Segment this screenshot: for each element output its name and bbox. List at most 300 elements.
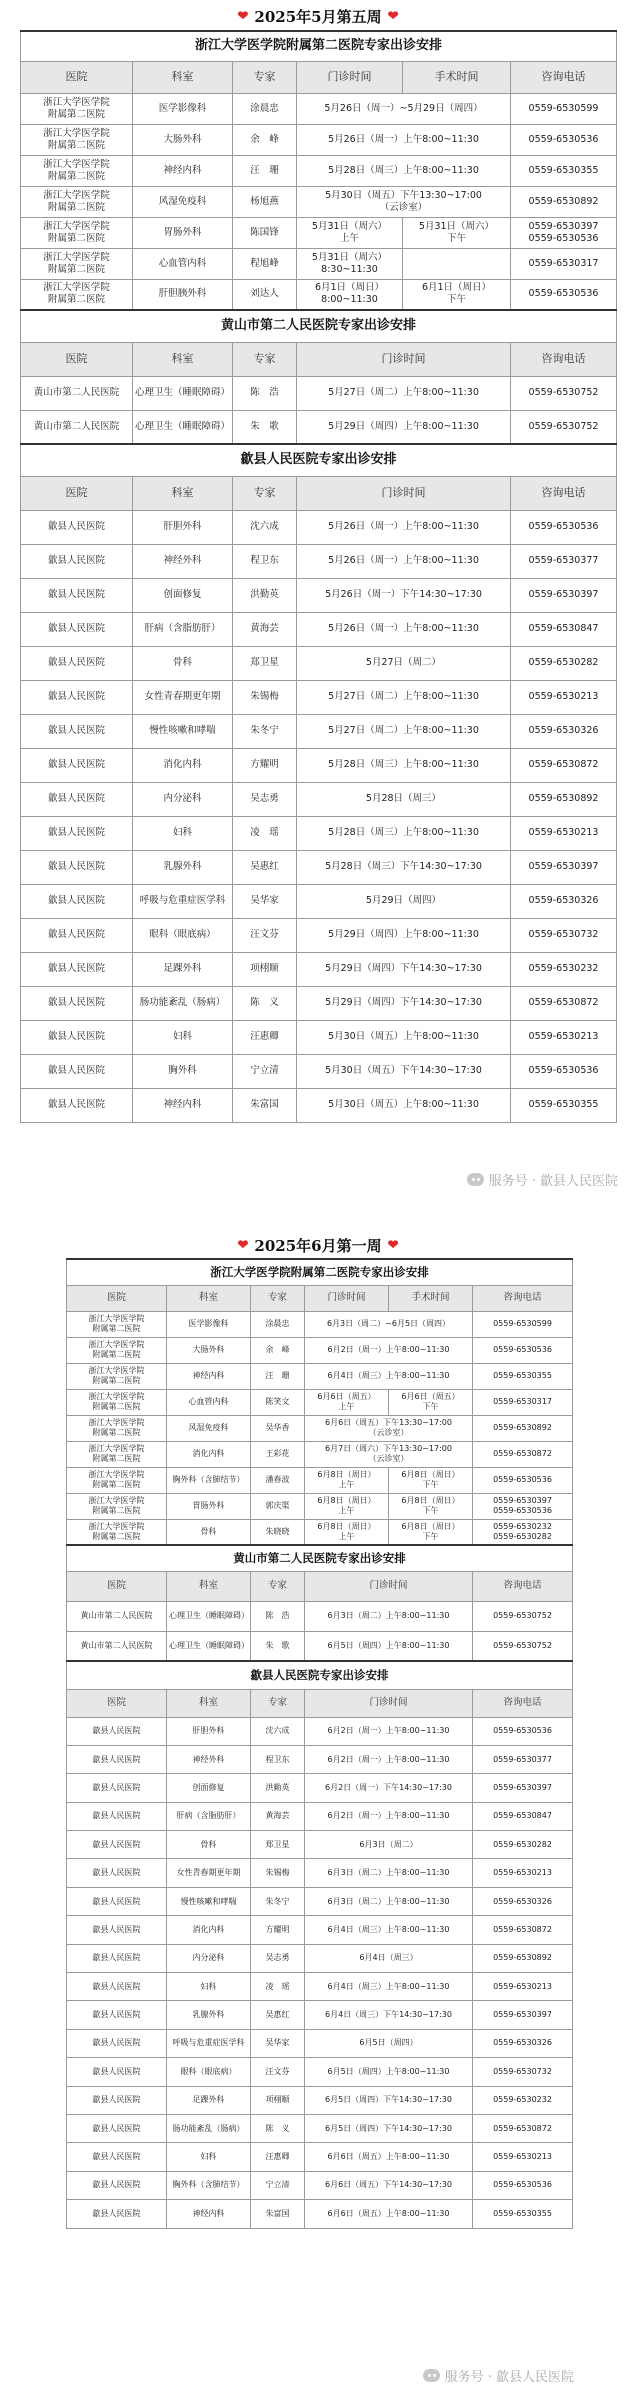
phone-cell: 0559-6530326 (511, 884, 617, 918)
phone-cell: 0559-6530232 (473, 2086, 573, 2114)
expert-cell: 朱冬宁 (233, 714, 297, 748)
department-cell: 神经内科 (167, 1363, 251, 1389)
section-title-row (67, 1545, 573, 1571)
phone-cell: 0559-6530326 (511, 714, 617, 748)
column-header: 科室 (133, 61, 233, 93)
hospital-cell: 歙县人民医院 (21, 1088, 133, 1122)
phone-cell: 0559-6530213 (473, 1859, 573, 1887)
table-row (67, 1802, 573, 1830)
table-row (21, 155, 617, 186)
phone-cell: 0559-6530282 (511, 646, 617, 680)
clinic-time-cell: 6月8日（周日） 上午 (305, 1519, 389, 1545)
expert-cell: 陈 浩 (233, 376, 297, 410)
expert-cell: 汪惠卿 (251, 2143, 305, 2171)
clinic-time-cell: 6月8日（周日） 上午 (305, 1467, 389, 1493)
expert-cell: 杨旭燕 (233, 186, 297, 217)
department-cell: 妇科 (167, 1973, 251, 2001)
column-header: 科室 (133, 476, 233, 510)
hospital-cell: 浙江大学医学院 附属第二医院 (67, 1337, 167, 1363)
surgery-time-cell: 6月1日（周日） 下午 (403, 279, 511, 310)
week2-block (0, 1228, 636, 2388)
expert-cell: 朱冬宁 (251, 1887, 305, 1915)
heart-icon: ❤ (237, 8, 249, 24)
expert-cell: 陈笑文 (251, 1389, 305, 1415)
phone-cell: 0559-6530536 (511, 279, 617, 310)
expert-cell: 方耀明 (233, 748, 297, 782)
expert-cell: 吴志勇 (233, 782, 297, 816)
clinic-time-cell: 5月31日（周六） 8:30~11:30 (297, 248, 403, 279)
clinic-time-cell: 5月28日（周三）下午14:30~17:30 (297, 850, 511, 884)
department-cell: 胃肠外科 (133, 217, 233, 248)
table-row (21, 510, 617, 544)
week2-title-text: 2025年6月第一周 (254, 1236, 382, 1255)
clinic-time-cell: 6月5日（周四）上午8:00~11:30 (305, 1631, 473, 1661)
expert-cell: 吴惠红 (251, 2001, 305, 2029)
column-header: 专家 (233, 342, 297, 376)
surgery-time-cell: 6月8日（周日） 下午 (389, 1467, 473, 1493)
hospital-cell: 歙县人民医院 (21, 816, 133, 850)
phone-cell: 0559-6530732 (473, 2058, 573, 2086)
department-cell: 胸外科（含肺结节） (167, 1467, 251, 1493)
column-header: 专家 (251, 1571, 305, 1601)
section-title: 黄山市第二人民医院专家出诊安排 (67, 1545, 573, 1571)
department-cell: 心理卫生（睡眠障碍） (167, 1601, 251, 1631)
hospital-cell: 歙县人民医院 (21, 918, 133, 952)
hospital-cell: 歙县人民医院 (67, 2171, 167, 2199)
section-title: 歙县人民医院专家出诊安排 (67, 1661, 573, 1689)
expert-cell: 余 峰 (233, 124, 297, 155)
department-cell: 眼科（眼底病） (133, 918, 233, 952)
table-row (21, 680, 617, 714)
hospital-cell: 浙江大学医学院 附属第二医院 (21, 93, 133, 124)
hospital-cell: 歙县人民医院 (67, 2001, 167, 2029)
phone-cell: 0559-6530326 (473, 1887, 573, 1915)
column-header: 手术时间 (389, 1285, 473, 1311)
clinic-time-cell: 5月29日（周四） (297, 884, 511, 918)
clinic-time-cell: 6月2日（周一）下午14:30~17:30 (305, 1774, 473, 1802)
clinic-time-cell: 5月29日（周四）上午8:00~11:30 (297, 918, 511, 952)
table-row (21, 248, 617, 279)
section-title: 浙江大学医学院附属第二医院专家出诊安排 (67, 1259, 573, 1285)
heart-icon: ❤ (237, 1237, 249, 1253)
table-row (21, 93, 617, 124)
department-cell: 神经外科 (167, 1745, 251, 1773)
clinic-time-cell: 6月2日（周一）上午8:00~11:30 (305, 1745, 473, 1773)
surgery-time-cell: 6月8日（周日） 下午 (389, 1493, 473, 1519)
table-row (21, 376, 617, 410)
expert-cell: 黄海芸 (251, 1802, 305, 1830)
phone-cell: 0559-6530536 (473, 1337, 573, 1363)
phone-cell: 0559-6530752 (473, 1601, 573, 1631)
department-cell: 妇科 (133, 1020, 233, 1054)
week1-watermark-text: 服务号 · 歙县人民医院 (488, 1174, 618, 1189)
hospital-cell: 歙县人民医院 (21, 884, 133, 918)
column-header: 门诊时间 (305, 1689, 473, 1717)
hospital-cell: 歙县人民医院 (67, 1717, 167, 1745)
hospital-cell: 歙县人民医院 (21, 782, 133, 816)
expert-cell: 朱锡梅 (233, 680, 297, 714)
column-header: 专家 (251, 1285, 305, 1311)
department-cell: 医学影像科 (133, 93, 233, 124)
expert-cell: 吴华家 (233, 884, 297, 918)
hospital-cell: 黄山市第二人民医院 (21, 410, 133, 444)
department-cell: 呼吸与危重症医学科 (167, 2029, 251, 2057)
clinic-time-cell: 5月28日（周三）上午8:00~11:30 (297, 155, 511, 186)
department-cell: 消化内科 (167, 1916, 251, 1944)
phone-cell: 0559-6530355 (473, 2200, 573, 2228)
clinic-time-cell: 6月7日（周六）下午13:30~17:00 （云诊室） (305, 1441, 473, 1467)
section-title-row (21, 310, 617, 342)
hospital-cell: 歙县人民医院 (21, 578, 133, 612)
hospital-cell: 歙县人民医院 (67, 1774, 167, 1802)
week1-title-text: 2025年5月第五周 (254, 7, 382, 26)
column-header: 科室 (167, 1285, 251, 1311)
expert-cell: 郑卫星 (233, 646, 297, 680)
hospital-cell: 歙县人民医院 (21, 748, 133, 782)
table-row (21, 544, 617, 578)
header-row (67, 1571, 573, 1601)
phone-cell: 0559-6530872 (511, 748, 617, 782)
department-cell: 慢性咳嗽和哮喘 (133, 714, 233, 748)
section-title: 浙江大学医学院附属第二医院专家出诊安排 (21, 31, 617, 61)
hospital-cell: 歙县人民医院 (67, 2029, 167, 2057)
department-cell: 消化内科 (167, 1441, 251, 1467)
clinic-time-cell: 5月26日（周一）上午8:00~11:30 (297, 544, 511, 578)
expert-cell: 沈六成 (251, 1717, 305, 1745)
column-header: 门诊时间 (305, 1571, 473, 1601)
phone-cell: 0559-6530872 (473, 2114, 573, 2142)
table-row (21, 217, 617, 248)
week1-title (0, 4, 636, 28)
table-row (21, 646, 617, 680)
column-header: 咨询电话 (511, 476, 617, 510)
phone-cell: 0559-6530872 (473, 1916, 573, 1944)
phone-cell: 0559-6530892 (511, 782, 617, 816)
hospital-cell: 歙县人民医院 (67, 2143, 167, 2171)
phone-cell: 0559-6530282 (473, 1831, 573, 1859)
department-cell: 慢性咳嗽和哮喘 (167, 1887, 251, 1915)
phone-cell: 0559-6530752 (511, 376, 617, 410)
department-cell: 神经外科 (133, 544, 233, 578)
expert-cell: 凌 瑶 (251, 1973, 305, 2001)
hospital-cell: 歙县人民医院 (21, 612, 133, 646)
table-row (21, 578, 617, 612)
phone-cell: 0559-6530536 (473, 1717, 573, 1745)
hospital-cell: 歙县人民医院 (67, 1887, 167, 1915)
department-cell: 神经内科 (133, 155, 233, 186)
table-row (21, 952, 617, 986)
table-row (67, 2143, 573, 2171)
expert-cell: 项栩顺 (233, 952, 297, 986)
phone-cell: 0559-6530892 (473, 1944, 573, 1972)
expert-cell: 涂晨忠 (233, 93, 297, 124)
department-cell: 肝病（含脂肪肝） (133, 612, 233, 646)
clinic-time-cell: 6月4日（周三）下午14:30~17:30 (305, 2001, 473, 2029)
expert-cell: 朱富国 (251, 2200, 305, 2228)
clinic-time-cell: 6月2日（周一）上午8:00~11:30 (305, 1802, 473, 1830)
heart-icon: ❤ (387, 8, 399, 24)
clinic-time-cell: 5月27日（周二）上午8:00~11:30 (297, 376, 511, 410)
clinic-time-cell: 6月5日（周四）下午14:30~17:30 (305, 2114, 473, 2142)
table-row (67, 1337, 573, 1363)
expert-cell: 涂晨忠 (251, 1311, 305, 1337)
surgery-time-cell: 6月8日（周日） 下午 (389, 1519, 473, 1545)
clinic-time-cell: 6月8日（周日） 上午 (305, 1493, 389, 1519)
clinic-time-cell: 5月29日（周四）下午14:30~17:30 (297, 986, 511, 1020)
table-row (67, 1973, 573, 2001)
expert-cell: 陈 义 (233, 986, 297, 1020)
phone-cell: 0559-6530397 (473, 2001, 573, 2029)
expert-cell: 洪勤英 (233, 578, 297, 612)
week1-schedule (20, 30, 616, 1123)
clinic-time-cell: 5月30日（周五）下午13:30~17:00 （云诊室） (297, 186, 511, 217)
phone-cell: 0559-6530213 (511, 1020, 617, 1054)
phone-cell: 0559-6530232 0559-6530282 (473, 1519, 573, 1545)
hospital-cell: 歙县人民医院 (21, 714, 133, 748)
clinic-time-cell: 5月28日（周三）上午8:00~11:30 (297, 816, 511, 850)
department-cell: 眼科（眼底病） (167, 2058, 251, 2086)
expert-cell: 朱 歌 (251, 1631, 305, 1661)
column-header: 医院 (67, 1285, 167, 1311)
hospital-cell: 歙县人民医院 (67, 2200, 167, 2228)
clinic-time-cell: 5月26日（周一）上午8:00~11:30 (297, 612, 511, 646)
table-row (67, 2001, 573, 2029)
department-cell: 神经内科 (133, 1088, 233, 1122)
department-cell: 心血管内科 (133, 248, 233, 279)
clinic-time-cell: 6月3日（周二）上午8:00~11:30 (305, 1887, 473, 1915)
expert-cell: 汪文芬 (251, 2058, 305, 2086)
week2-watermark (423, 2366, 574, 2385)
table-row (21, 748, 617, 782)
heart-icon: ❤ (387, 1237, 399, 1253)
table-row (67, 1916, 573, 1944)
department-cell: 肠功能紊乱（肠病） (167, 2114, 251, 2142)
phone-cell: 0559-6530397 0559-6530536 (511, 217, 617, 248)
column-header: 专家 (251, 1689, 305, 1717)
phone-cell: 0559-6530317 (511, 248, 617, 279)
column-header: 门诊时间 (297, 342, 511, 376)
hospital-cell: 浙江大学医学院 附属第二医院 (67, 1389, 167, 1415)
column-header: 科室 (167, 1689, 251, 1717)
hospital-cell: 浙江大学医学院 附属第二医院 (67, 1519, 167, 1545)
clinic-time-cell: 5月27日（周二）上午8:00~11:30 (297, 680, 511, 714)
phone-cell: 0559-6530397 (511, 578, 617, 612)
clinic-time-cell: 6月6日（周五）上午8:00~11:30 (305, 2143, 473, 2171)
table-row (21, 1054, 617, 1088)
expert-cell: 汪惠卿 (233, 1020, 297, 1054)
department-cell: 乳腺外科 (133, 850, 233, 884)
clinic-time-cell: 5月30日（周五）下午14:30~17:30 (297, 1054, 511, 1088)
clinic-time-cell: 6月3日（周二）~6月5日（周四） (305, 1311, 473, 1337)
week1-watermark (467, 1170, 618, 1189)
table-row (21, 918, 617, 952)
department-cell: 妇科 (167, 2143, 251, 2171)
phone-cell: 0559-6530232 (511, 952, 617, 986)
phone-cell: 0559-6530377 (473, 1745, 573, 1773)
column-header: 专家 (233, 476, 297, 510)
phone-cell: 0559-6530317 (473, 1389, 573, 1415)
department-cell: 骨科 (167, 1831, 251, 1859)
department-cell: 医学影像科 (167, 1311, 251, 1337)
department-cell: 肝胆胰外科 (133, 279, 233, 310)
table-row (67, 1745, 573, 1773)
table-row (21, 1088, 617, 1122)
clinic-time-cell: 5月26日（周一）上午8:00~11:30 (297, 510, 511, 544)
column-header: 门诊时间 (297, 476, 511, 510)
table-row (67, 2171, 573, 2199)
phone-cell: 0559-6530892 (473, 1415, 573, 1441)
department-cell: 心血管内科 (167, 1389, 251, 1415)
phone-cell: 0559-6530847 (473, 1802, 573, 1830)
clinic-time-cell: 5月31日（周六） 上午 (297, 217, 403, 248)
week2-title (0, 1234, 636, 1256)
clinic-time-cell: 6月6日（周五）下午14:30~17:30 (305, 2171, 473, 2199)
wechat-icon (423, 2369, 440, 2382)
table-row (67, 1774, 573, 1802)
clinic-time-cell: 6月3日（周二）上午8:00~11:30 (305, 1859, 473, 1887)
column-header: 科室 (167, 1571, 251, 1601)
expert-cell: 汪 珊 (233, 155, 297, 186)
week2-table (66, 1258, 573, 2229)
expert-cell: 黄海芸 (233, 612, 297, 646)
hospital-cell: 浙江大学医学院 附属第二医院 (67, 1311, 167, 1337)
table-row (67, 1831, 573, 1859)
department-cell: 大肠外科 (133, 124, 233, 155)
clinic-time-cell: 5月26日（周一）上午8:00~11:30 (297, 124, 511, 155)
hospital-cell: 歙县人民医院 (21, 1054, 133, 1088)
clinic-time-cell: 6月6日（周五）上午8:00~11:30 (305, 2200, 473, 2228)
table-row (67, 1467, 573, 1493)
hospital-cell: 黄山市第二人民医院 (67, 1631, 167, 1661)
table-row (21, 714, 617, 748)
table-row (67, 1493, 573, 1519)
header-row (67, 1285, 573, 1311)
hospital-cell: 浙江大学医学院 附属第二医院 (21, 124, 133, 155)
header-row (21, 342, 617, 376)
column-header: 咨询电话 (511, 342, 617, 376)
hospital-cell: 歙县人民医院 (67, 2058, 167, 2086)
phone-cell: 0559-6530326 (473, 2029, 573, 2057)
surgery-time-cell: 5月31日（周六） 下午 (403, 217, 511, 248)
table-row (21, 279, 617, 310)
column-header: 咨询电话 (473, 1285, 573, 1311)
table-row (21, 612, 617, 646)
clinic-time-cell: 5月29日（周四）下午14:30~17:30 (297, 952, 511, 986)
expert-cell: 程旭峰 (233, 248, 297, 279)
clinic-time-cell: 6月4日（周三）上午8:00~11:30 (305, 1363, 473, 1389)
hospital-cell: 浙江大学医学院 附属第二医院 (21, 186, 133, 217)
phone-cell: 0559-6530213 (473, 2143, 573, 2171)
phone-cell: 0559-6530872 (473, 1441, 573, 1467)
department-cell: 足踝外科 (133, 952, 233, 986)
department-cell: 肝胆外科 (167, 1717, 251, 1745)
clinic-time-cell: 5月27日（周二）上午8:00~11:30 (297, 714, 511, 748)
table-row (67, 2058, 573, 2086)
clinic-time-cell: 6月5日（周四）下午14:30~17:30 (305, 2086, 473, 2114)
hospital-cell: 歙县人民医院 (67, 1745, 167, 1773)
department-cell: 妇科 (133, 816, 233, 850)
clinic-time-cell: 6月3日（周二） (305, 1831, 473, 1859)
phone-cell: 0559-6530536 (511, 510, 617, 544)
column-header: 咨询电话 (473, 1571, 573, 1601)
phone-cell: 0559-6530536 (511, 124, 617, 155)
hospital-cell: 浙江大学医学院 附属第二医院 (21, 248, 133, 279)
hospital-cell: 黄山市第二人民医院 (67, 1601, 167, 1631)
expert-cell: 朱晓晓 (251, 1519, 305, 1545)
department-cell: 消化内科 (133, 748, 233, 782)
clinic-time-cell: 5月30日（周五）上午8:00~11:30 (297, 1088, 511, 1122)
hospital-cell: 歙县人民医院 (21, 544, 133, 578)
department-cell: 内分泌科 (133, 782, 233, 816)
clinic-time-cell: 6月4日（周三）上午8:00~11:30 (305, 1916, 473, 1944)
hospital-cell: 歙县人民医院 (67, 2086, 167, 2114)
section-title-row (67, 1259, 573, 1285)
column-header: 科室 (133, 342, 233, 376)
expert-cell: 王彩花 (251, 1441, 305, 1467)
expert-cell: 潘春波 (251, 1467, 305, 1493)
hospital-cell: 歙县人民医院 (21, 850, 133, 884)
department-cell: 呼吸与危重症医学科 (133, 884, 233, 918)
phone-cell: 0559-6530536 (511, 1054, 617, 1088)
clinic-time-cell: 5月29日（周四）上午8:00~11:30 (297, 410, 511, 444)
hospital-cell: 浙江大学医学院 附属第二医院 (67, 1441, 167, 1467)
phone-cell: 0559-6530599 (473, 1311, 573, 1337)
hospital-cell: 浙江大学医学院 附属第二医院 (67, 1415, 167, 1441)
column-header: 门诊时间 (305, 1285, 389, 1311)
phone-cell: 0559-6530536 (473, 2171, 573, 2199)
expert-cell: 朱富国 (233, 1088, 297, 1122)
section-title: 歙县人民医院专家出诊安排 (21, 444, 617, 476)
clinic-time-cell: 6月4日（周三） (305, 1944, 473, 1972)
department-cell: 肠功能紊乱（肠病） (133, 986, 233, 1020)
expert-cell: 吴惠红 (233, 850, 297, 884)
phone-cell: 0559-6530397 (473, 1774, 573, 1802)
table-row (21, 782, 617, 816)
phone-cell: 0559-6530355 (511, 155, 617, 186)
clinic-time-cell: 6月5日（周四）上午8:00~11:30 (305, 2058, 473, 2086)
department-cell: 胃肠外科 (167, 1493, 251, 1519)
department-cell: 乳腺外科 (167, 2001, 251, 2029)
phone-cell: 0559-6530732 (511, 918, 617, 952)
hospital-cell: 黄山市第二人民医院 (21, 376, 133, 410)
department-cell: 心理卫生（睡眠障碍） (133, 376, 233, 410)
table-row (21, 124, 617, 155)
expert-cell: 程卫东 (233, 544, 297, 578)
expert-cell: 宁立清 (251, 2171, 305, 2199)
header-row (21, 61, 617, 93)
department-cell: 女性青春期更年期 (167, 1859, 251, 1887)
table-row (21, 850, 617, 884)
section-title-row (21, 444, 617, 476)
department-cell: 胸外科 (133, 1054, 233, 1088)
expert-cell: 宁立清 (233, 1054, 297, 1088)
department-cell: 骨科 (133, 646, 233, 680)
hospital-cell: 歙县人民医院 (67, 1831, 167, 1859)
header-row (67, 1689, 573, 1717)
clinic-time-cell: 6月5日（周四） (305, 2029, 473, 2057)
phone-cell: 0559-6530847 (511, 612, 617, 646)
expert-cell: 程卫东 (251, 1745, 305, 1773)
department-cell: 肝病（含脂肪肝） (167, 1802, 251, 1830)
hospital-cell: 歙县人民医院 (67, 1944, 167, 1972)
department-cell: 大肠外科 (167, 1337, 251, 1363)
clinic-time-cell: 6月1日（周日） 8:00~11:30 (297, 279, 403, 310)
section-title-row (21, 31, 617, 61)
phone-cell: 0559-6530752 (511, 410, 617, 444)
table-row (67, 1887, 573, 1915)
department-cell: 肝胆外科 (133, 510, 233, 544)
header-row (21, 476, 617, 510)
